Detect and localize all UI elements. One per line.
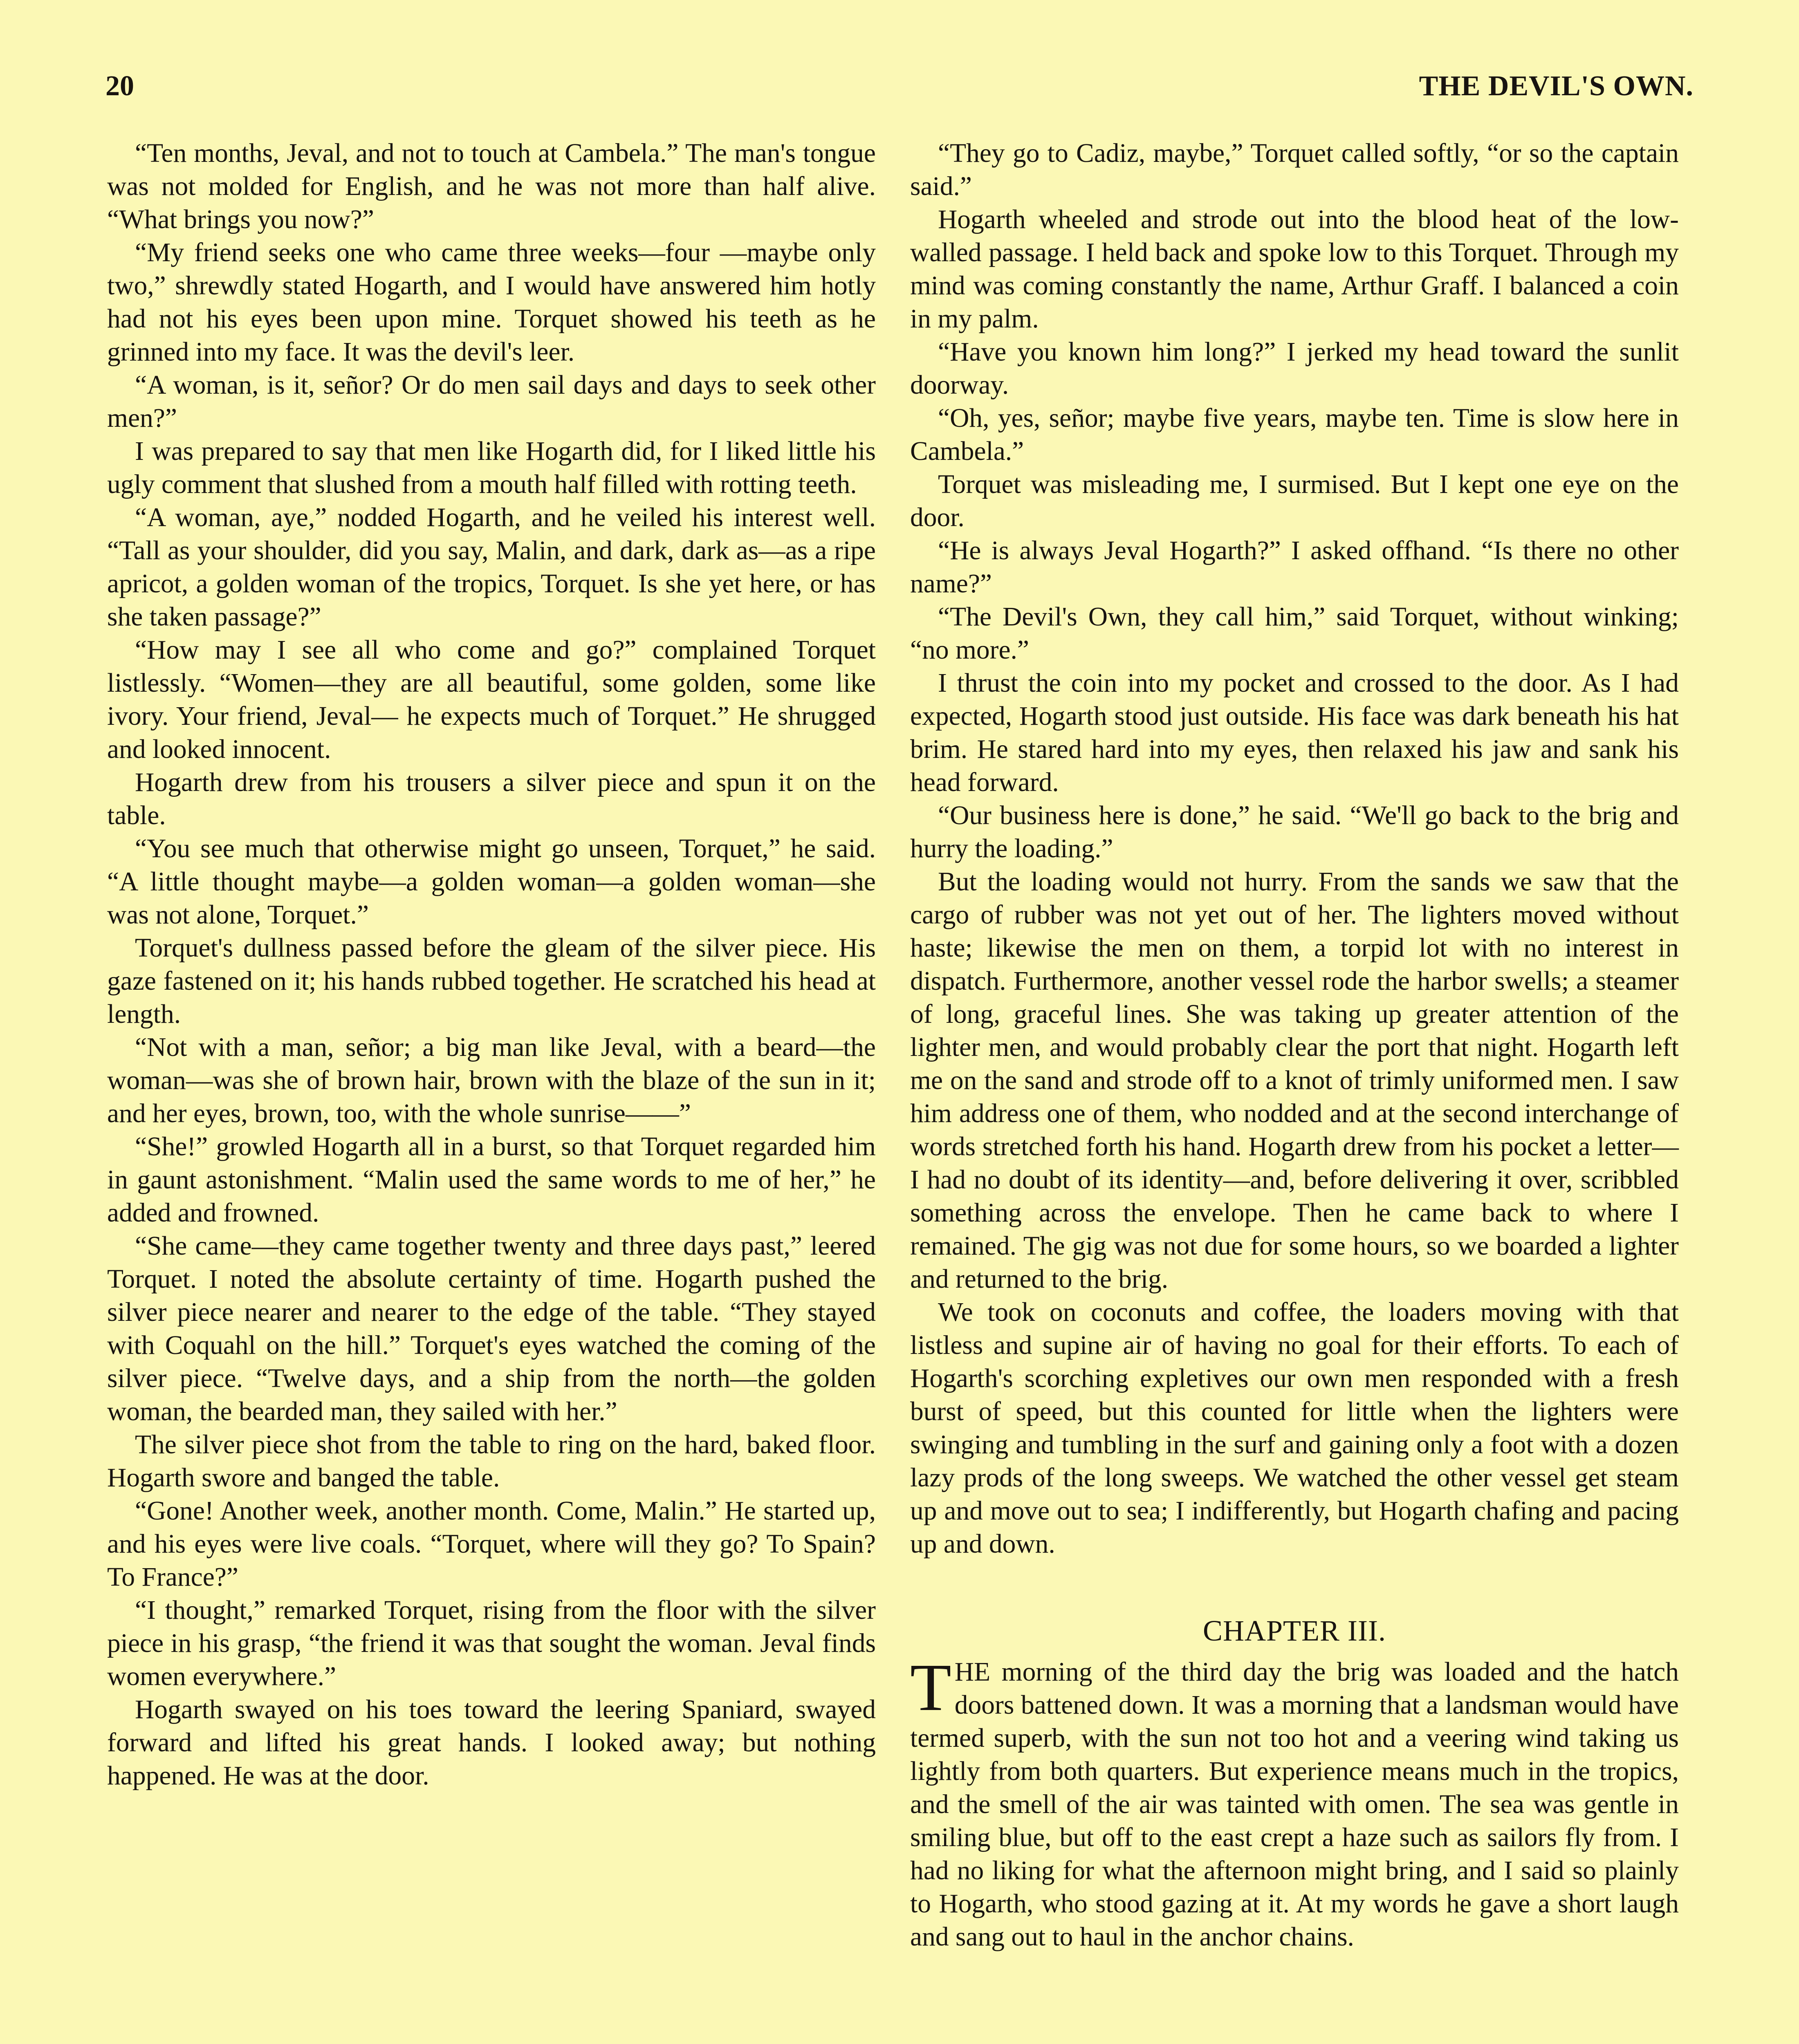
chapter-opening-text: HE morning of the third day the brig was loaded and the hatch doors battened down. It was a morning that a landsman would have termed superb, with the sun not too hot and a veering wind taking us lightly from both quarters. But experience means much in the tropics, and the smell of the air was tainted with omen. The sea was gentle in smiling blue, but off to the east crept a haze such as sailors fly from. I had no liking for what the afternoon might bring, and I said so plainly to Hogarth, who stood gazing at it. At my words he gave a short laugh and sang out to haul in the anchor chains. <box>910 1657 1679 1952</box>
paragraph: “Gone! Another week, another month. Come, Malin.” He started up, and his eyes were live coals. “Torquet, where will they go? To Spain? To France?” <box>107 1496 876 1592</box>
paragraph: “A woman, aye,” nodded Hogarth, and he veiled his interest well. “Tall as your shoulder, did you say, Malin, and dark, dark as—as a ripe apricot, a golden woman of the tropics, Torquet. Is she yet here, or has she taken passage?” <box>107 503 876 632</box>
paragraph: Hogarth swayed on his toes toward the leering Spaniard, swayed forward and lifted his great hands. I looked away; but nothing happened. He was at the door. <box>107 1695 876 1791</box>
paragraph: “He is always Jeval Hogarth?” I asked offhand. “Is there no other name?” <box>910 536 1679 598</box>
running-title: THE DEVIL'S OWN. <box>1419 70 1694 102</box>
paragraph: “How may I see all who come and go?” complained Torquet listlessly. “Women—they are all beautiful, some golden, some like ivory. Your friend, Jeval— he expects much of Torquet.” He shrugged and looked innocent. <box>107 635 876 764</box>
paragraph: “Oh, yes, señor; maybe five years, maybe ten. Time is slow here in Cambela.” <box>910 403 1679 466</box>
paragraph: “Ten months, Jeval, and not to touch at Cambela.” The man's tongue was not molded for English, and he was not more than half alive. “What brings you now?” <box>107 139 876 234</box>
paragraph: I thrust the coin into my pocket and crossed to the door. As I had expected, Hogarth stood just outside. His face was dark beneath his hat brim. He stared hard into my eyes, then relaxed his jaw and sank his head forward. <box>910 668 1679 797</box>
paragraph: “Have you known him long?” I jerked my head toward the sunlit doorway. <box>910 337 1679 400</box>
paragraph: “Not with a man, señor; a big man like Jeval, with a beard—the woman—was she of brown hair, brown with the blaze of the sun in it; and her eyes, brown, too, with the whole sunrise——” <box>107 1033 876 1128</box>
drop-cap: T <box>910 1650 951 1725</box>
paragraph: Hogarth wheeled and strode out into the blood heat of the low-walled passage. I held back and spoke low to this Torquet. Through my mind was coming constantly the name, Arthur Graff. I balanced a coin in my palm. <box>910 205 1679 334</box>
paragraph: “You see much that otherwise might go unseen, Torquet,” he said. “A little thought maybe—a golden woman—a golden woman—she was not alone, Torquet.” <box>107 834 876 930</box>
paragraph: “I thought,” remarked Torquet, rising from the floor with the silver piece in his grasp, “the friend it was that sought the woman. Jeval finds women everywhere.” <box>107 1596 876 1691</box>
paragraph: I was prepared to say that men like Hogarth did, for I liked little his ugly comment that slushed from a mouth half filled with rotting teeth. <box>107 437 876 499</box>
right-column <box>910 137 1679 1954</box>
paragraph: We took on coconuts and coffee, the loaders moving with that listless and supine air of having no goal for their efforts. To each of Hogarth's scorching expletives our own men responded with a fresh burst of speed, but this counted for little when the lighters were swinging and tumbling in the surf and gaining only a foot with a dozen lazy prods of the long sweeps. We watched the other vessel get steam up and move out to sea; I indifferently, but Hogarth chafing and pacing up and down. <box>910 1298 1679 1559</box>
paragraph: The silver piece shot from the table to ring on the hard, baked floor. Hogarth swore and banged the table. <box>107 1430 876 1493</box>
left-column <box>107 137 876 1793</box>
page-number: 20 <box>105 70 134 102</box>
paragraph: “A woman, is it, señor? Or do men sail days and days to seek other men?” <box>107 370 876 433</box>
paragraph: Hogarth drew from his trousers a silver piece and spun it on the table. <box>107 768 876 830</box>
paragraph: But the loading would not hurry. From the sands we saw that the cargo of rubber was not yet out of her. The lighters moved without haste; likewise the men on them, a torpid lot with no interest in dispatch. Furthermore, another vessel rode the harbor swells; a steamer of long, graceful lines. She was taking up greater attention of the lighter men, and would probably clear the port that night. Hogarth left me on the sand and strode off to a knot of trimly uniformed men. I saw him address one of them, who nodded and at the second interchange of words stretched forth his hand. Hogarth drew from his pocket a letter—I had no doubt of its identity—and, before delivering it over, scribbled something across the envelope. Then he came back to where I remained. The gig was not due for some hours, so we boarded a lighter and returned to the brig. <box>910 867 1679 1294</box>
paragraph: “The Devil's Own, they call him,” said Torquet, without winking; “no more.” <box>910 602 1679 665</box>
paragraph: Torquet was misleading me, I surmised. But I kept one eye on the door. <box>910 470 1679 532</box>
chapter-opening-paragraph <box>910 1650 1679 1954</box>
paragraph: Torquet's dullness passed before the gleam of the silver piece. His gaze fastened on it; his hands rubbed together. He scratched his head at length. <box>107 933 876 1029</box>
paragraph: “She!” growled Hogarth all in a burst, so that Torquet regarded him in gaunt astonishment. “Malin used the same words to me of her,” he added and frowned. <box>107 1132 876 1228</box>
chapter-heading: CHAPTER III. <box>1203 1614 1386 1647</box>
paragraph: “My friend seeks one who came three weeks—four —maybe only two,” shrewdly stated Hogarth, and I would have answered him hotly had not his eyes been upon mine. Torquet showed his teeth as he grinned into my face. It was the devil's leer. <box>107 238 876 367</box>
paragraph: “They go to Cadiz, maybe,” Torquet called softly, “or so the captain said.” <box>910 139 1679 201</box>
paragraph: “Our business here is done,” he said. “We'll go back to the brig and hurry the loading.” <box>910 801 1679 863</box>
paragraph: “She came—they came together twenty and three days past,” leered Torquet. I noted the absolute certainty of time. Hogarth pushed the silver piece nearer and nearer to the edge of the table. “They stayed with Coquahl on the hill.” Torquet's eyes watched the coming of the silver piece. “Twelve days, and a ship from the north—the golden woman, the bearded man, they sailed with her.” <box>107 1231 876 1426</box>
